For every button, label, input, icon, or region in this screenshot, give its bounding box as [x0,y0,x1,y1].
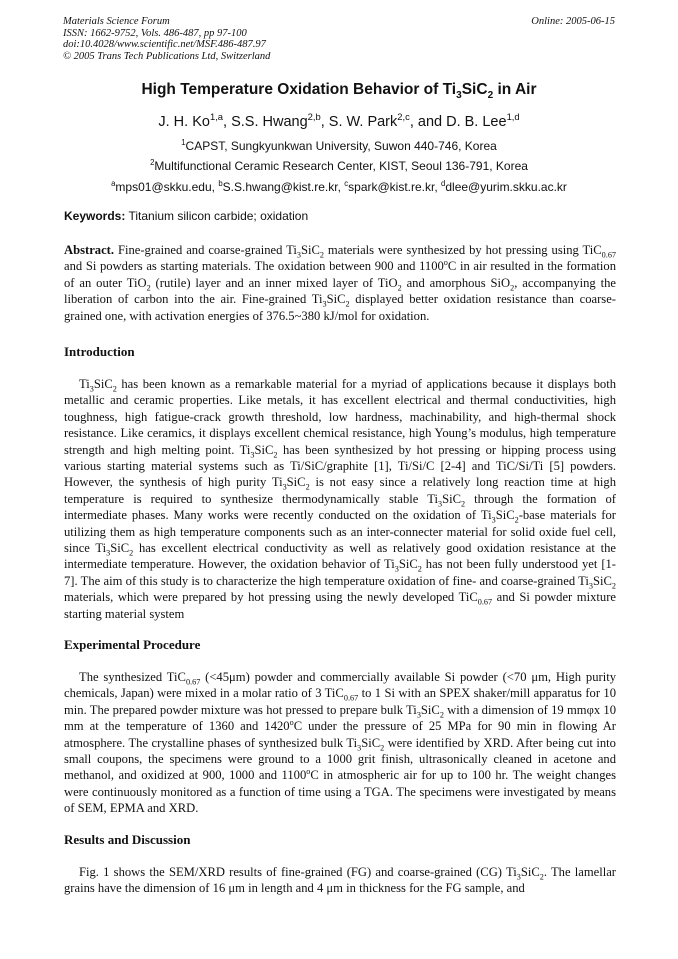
doi-line: doi:10.4028/www.scientific.net/MSF.486-487.97 [63,39,266,50]
keywords-label: Keywords: [64,209,126,223]
keywords: Keywords: Titanium silicon carbide; oxidation [64,209,309,223]
online-date: Online: 2005-06-15 [531,16,615,27]
affiliation-2: $^2$Multifunctional Ceramic Research Center, KIST, Seoul 136-791, Korea [150,158,528,173]
author-list: J. H. Ko$^{1,a}$, S.S. Hwang$^{2,b}$, S. W. Park$^{2,c}$, and D. B. Lee$^{1,d}$ [158,111,520,130]
issn-line: ISSN: 1662-9752, Vols. 486-487, pp 97-100 [63,27,247,39]
section-heading-experimental: Experimental Procedure [64,637,201,652]
affiliation-1: $^1$CAPST, Sungkyunkwan University, Suwon 440-746, Korea [181,138,497,153]
results-paragraph: Fig. 1 shows the SEM/XRD results of fine-grained (FG) and coarse-grained (CG) $Ti_3SiC_2$. The lamellar grains have the dimension of 16 μm in length and 4 μm in thickness for the FG sample, and [64,865,617,896]
section-heading-results: Results and Discussion [64,832,191,847]
journal-name: Materials Science Forum [63,16,170,27]
copyright-line: © 2005 Trans Tech Publications Ltd, Switzerland [63,50,271,62]
abstract: Abstract. Fine-grained and coarse-grained $Ti_3SiC_2$ materials were synthesized by hot pressing using TiC$_{0.67}$ and Si powders as starting materials. The oxidation between 900 and 1100$^o$C in air resulted in the formation of an outer TiO$_2$ (rutile) layer and an inner mixed layer of TiO$_2$ and amorphous SiO$_2$, accompanying the liberation of carbon into the air. Fine-grained $Ti_3SiC_2$ displayed better oxidation resistance than coarse-grained one, with activation energies of 376.5~380 kJ/mol for oxidation. [64,243,617,323]
experimental-paragraph: The synthesized TiC$_{0.67}$ (<45μm) powder and commercially available Si powder (<70 μm, High purity chemicals, Japan) were mixed in a molar ratio of 3 TiC$_{0.67}$ to 1 Si with an SPEX shaker/mill apparatus for 10 min. The prepared powder mixture was hot pressed to prepare bulk $Ti_3SiC_2$ with a dimension of 19 mmφx 10 mm at the temperature of 1360 and 1420$^o$C under the pressure of 25 MPa for 90 min in flowing Ar atmosphere. The crystalline phases of synthesized bulk $Ti_3SiC_2$ were identified by XRD. After being cut into small coupons, the specimens were ground to a 1000 grit finish, ultrasonically cleaned in acetone and methanol, and oxidized at 900, 1000 and 1100$^o$C in atmospheric air for up to 100 hr. The weight changes were continuously monitored as a function of time using a TGA. The specimens were investigated by means of SEM, EPMA and XRD. [64,670,616,816]
email-line: $^a$mps01@skku.edu, $^b$S.S.hwang@kist.re.kr, $^c$spark@kist.re.kr, $^d$dlee@yurim.skku.ac.kr [111,179,567,194]
abstract-label: Abstract. [64,243,115,257]
paper-title: High Temperature Oxidation Behavior of $Ti_3SiC_2$ in Air [141,81,537,102]
introduction-paragraph: $Ti_3SiC_2$ has been known as a remarkable material for a myriad of applications because it displays both metallic and ceramic properties. Like metals, it has excellent electrical and thermal conductivities, high toughness, high fatigue-crack growth threshold, low hardness, machinability, and high-thermal shock resistance. Like ceramics, it displays excellent chemical resistance, high Young’s modulus, high temperature strength and high melting point. $Ti_3SiC_2$ has been synthesized by hot pressing or hipping process using various starting material systems such as Ti/SiC/graphite [1], Ti/Si/C [2-4] and TiC/Si/Ti [5] powders. However, the synthesis of high purity $Ti_3SiC_2$ is not easy since a relatively long reaction time at high temperature is required to synthesize thermodynamically stable $Ti_3SiC_2$ through the formation of intermediate phases. Many works were recently conducted on the oxidation of $Ti_3SiC_2$-base materials for utilizing them as high temperature components such as an inter-connecter material for solid oxide fuel cell, since $Ti_3SiC_2$ has excellent electrical conductivity as well as relatively good oxidation resistance at the intermediate temperature. However, the oxidation behavior of $Ti_3SiC_2$ has not been fully understood yet [1-7]. The aim of this study is to characterize the high temperature oxidation of fine- and coarse-grained $Ti_3SiC_2$ materials, which were prepared by hot pressing using the newly developed TiC$_{0.67}$ and Si powder mixture starting material system [64,377,617,621]
journal-header [63,16,615,62]
section-heading-introduction: Introduction [64,344,135,359]
